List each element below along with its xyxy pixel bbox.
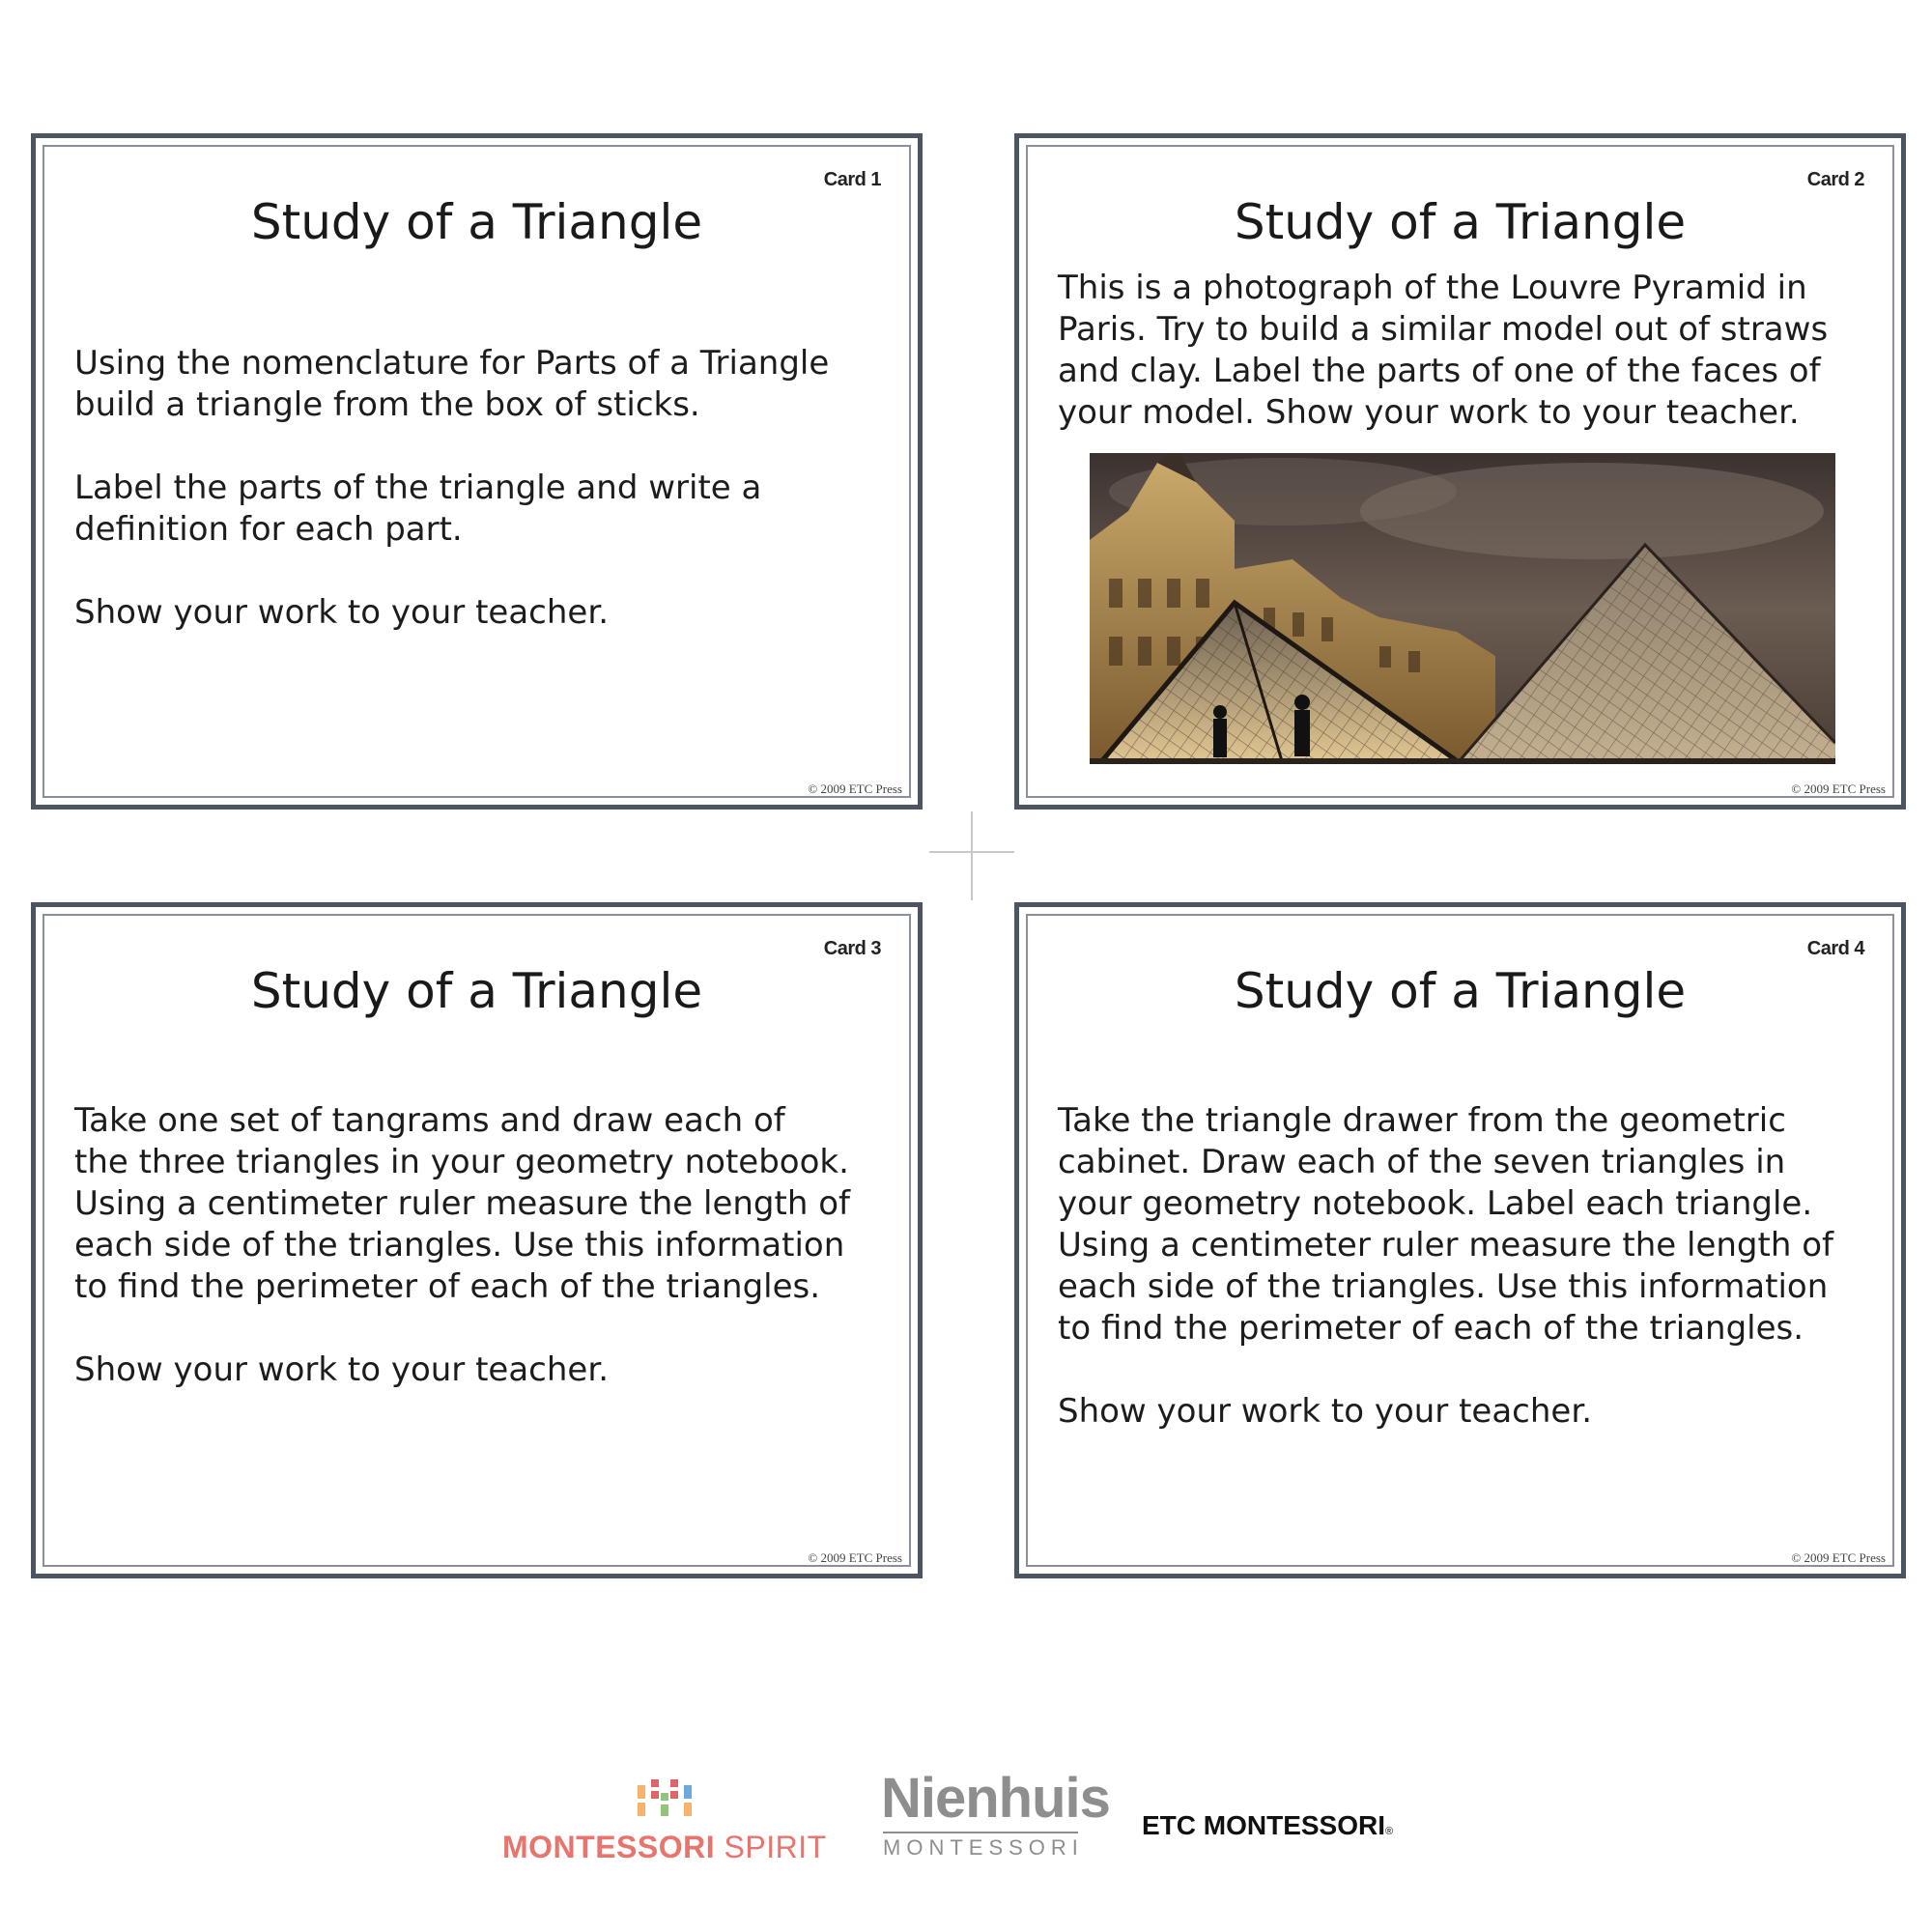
card-paragraph: Show your work to your teacher. [74,1350,609,1389]
montessori-spirit-mark-icon [638,1779,699,1822]
card-paragraph: Show your work to your teacher. [74,593,609,632]
card-paragraph: Take the triangle drawer from the geometric cabinet. Draw each of the seven triangles in your geometry notebook. Label each triangle. Using a centimeter ruler measure the length of each side of the triangles. Use this information to find the perimeter of each of the triangles. [1058,1101,1833,1348]
card-body [1058,268,1862,475]
card-3 [31,902,923,1578]
montessori-spirit-logo [502,1770,831,1866]
card-body [1058,1100,1862,1474]
card-title: Study of a Triangle [1234,194,1687,250]
louvre-pyramid-photo [1090,453,1835,764]
card-title: Study of a Triangle [250,963,703,1019]
crop-mark-icon [929,811,1026,908]
card-copyright: © 2009 ETC Press [1791,781,1886,796]
card-paragraph: Using the nomenclature for Parts of a Triangle build a triangle from the box of sticks. [74,344,830,424]
registered-mark: ® [1385,1826,1394,1837]
card-copyright: © 2009 ETC Press [808,781,902,796]
card-body [74,1100,879,1433]
card-paragraph: Show your work to your teacher. [1058,1392,1592,1431]
montessori-spirit-wordmark [502,1830,827,1865]
card-2 [1014,133,1906,810]
nienhuis-logo [881,1767,1110,1866]
card-paragraph: Take one set of tangrams and draw each of the three triangles in your geometry notebook. Using a centimeter ruler measure the length of each side of the triangles. Use this information to find the perimeter of each of the triangles. [74,1101,850,1306]
card-title: Study of a Triangle [1234,963,1687,1019]
etc-wordmark: ETC MONTESSORI [1142,1810,1386,1840]
montessori-spirit-light: SPIRIT [715,1830,827,1864]
card-paragraph: Label the parts of the triangle and write a definition for each part. [74,469,762,549]
montessori-spirit-bold: MONTESSORI [502,1830,716,1864]
card-body [74,343,879,675]
etc-montessori-logo [1142,1810,1393,1841]
nienhuis-subtitle: MONTESSORI [883,1835,1084,1860]
card-copyright: © 2009 ETC Press [808,1550,902,1565]
card-title: Study of a Triangle [250,194,703,250]
card-1 [31,133,923,810]
card-number: Card 1 [823,169,881,190]
nienhuis-rule [883,1832,1078,1833]
brand-logos [0,1758,1932,1874]
nienhuis-wordmark: Nienhuis [881,1767,1110,1830]
card-copyright: © 2009 ETC Press [1791,1550,1886,1565]
card-4 [1014,902,1906,1578]
card-number: Card 2 [1806,169,1864,190]
card-paragraph: This is a photograph of the Louvre Pyramid in Paris. Try to build a similar model out of straws and clay. Label the parts of one of the faces of your model. Show your work to your teacher. [1058,269,1829,432]
card-number: Card 3 [823,938,881,959]
card-number: Card 4 [1806,938,1864,959]
